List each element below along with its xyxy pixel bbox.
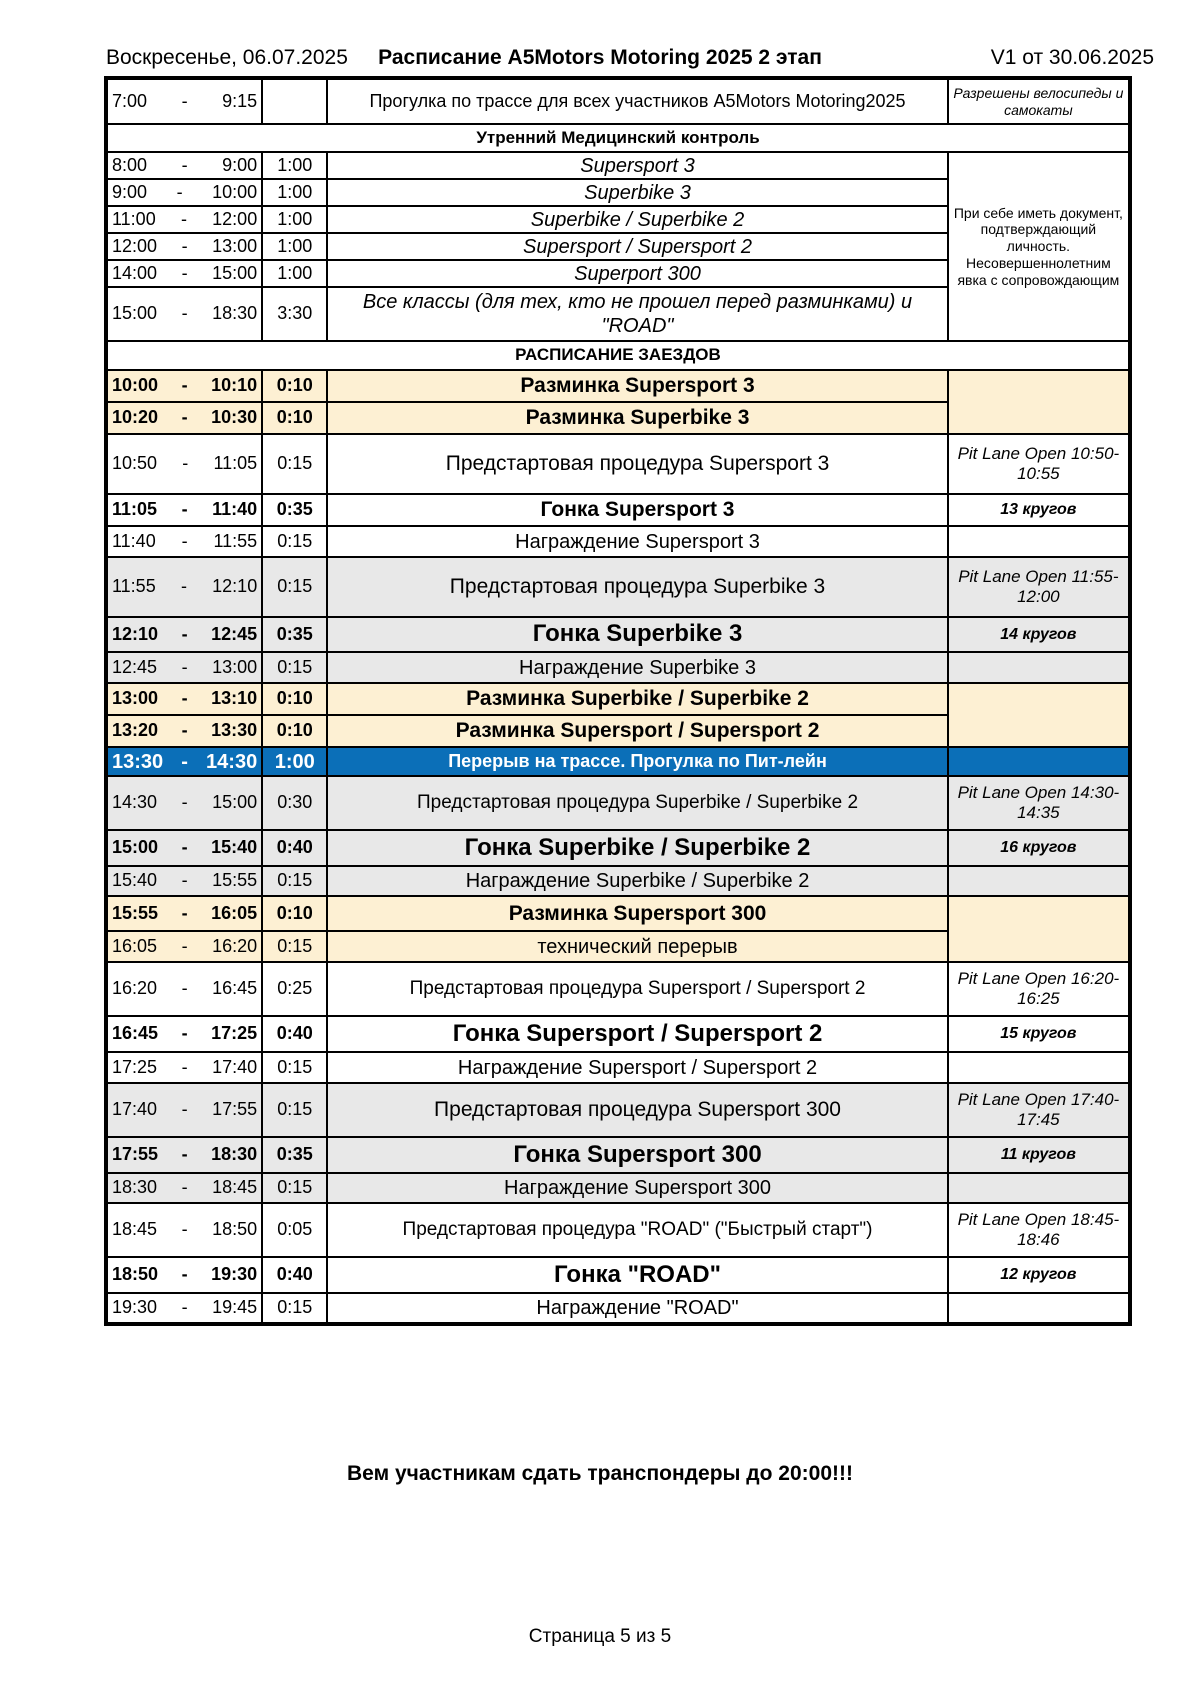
end-time: 18:30 [211,1144,258,1165]
time-cell [106,715,262,747]
event-title: технический перерыв [327,931,947,962]
event-title: Предстартовая процедура "ROAD" ("Быстрый старт") [327,1203,947,1257]
time-cell [106,152,262,179]
start-time: 13:00 [112,688,159,709]
event-note [948,866,1130,896]
time-cell [106,179,262,206]
dash: - [181,792,188,813]
time-cell [106,617,262,652]
table-row [106,683,1130,715]
event-note [948,683,1130,747]
time-cell [106,866,262,896]
table-row [106,1083,1130,1137]
start-time: 10:20 [112,407,159,428]
schedule-table [104,76,1132,1326]
time-cell [106,896,262,931]
event-title: Все классы (для тех, кто не прошел перед разминками) и "ROAD" [327,287,947,341]
duration-cell: 0:35 [262,1137,327,1173]
dash: - [181,870,188,891]
time-cell [106,776,262,830]
section-title-races: РАСПИСАНИЕ ЗАЕЗДОВ [106,341,1130,370]
event-title: Награждение "ROAD" [327,1293,947,1324]
event-title: Предстартовая процедура Superbike 3 [327,557,947,617]
duration-cell: 1:00 [262,152,327,179]
duration-cell: 0:10 [262,715,327,747]
start-time: 11:00 [112,208,156,229]
table-row [106,526,1130,557]
duration-cell: 0:15 [262,1083,327,1137]
time-cell [106,683,262,715]
event-title: Supersport / Supersport 2 [327,233,947,260]
start-time: 9:00 [112,181,148,202]
table-row [106,370,1130,402]
start-time: 10:00 [112,375,159,396]
start-time: 7:00 [112,90,148,111]
duration-cell: 0:40 [262,830,327,866]
table-row [106,617,1130,652]
event-note: Разрешены велосипеды и самокаты [948,78,1130,124]
start-time: 13:30 [112,750,164,773]
start-time: 16:05 [112,935,158,956]
duration-cell: 0:15 [262,931,327,962]
event-note: 14 кругов [948,617,1130,652]
end-time: 15:00 [212,792,258,813]
event-title: Предстартовая процедура Superbike / Superbike 2 [327,776,947,830]
event-note [948,526,1130,557]
end-time: 16:05 [211,902,258,923]
start-time: 17:25 [112,1056,158,1077]
section-row [106,124,1130,152]
table-row [106,830,1130,866]
event-title: Гонка "ROAD" [327,1257,947,1293]
table-row [106,78,1130,124]
event-note [948,747,1130,776]
start-time: 19:30 [112,1297,158,1318]
event-title: Прогулка по трассе для всех участников A5Motors Motoring2025 [327,78,947,124]
time-cell [106,233,262,260]
duration-cell: 1:00 [262,747,327,776]
event-title: Supersport 3 [327,152,947,179]
dash: - [181,303,188,324]
end-time: 18:30 [212,303,258,324]
time-cell [106,78,262,124]
start-time: 12:45 [112,656,158,677]
transponder-notice: Вем участникам сдать транспондеры до 20:00!!! [347,1462,853,1485]
event-note: Pit Lane Open 17:40-17:45 [948,1083,1130,1137]
duration-cell: 1:00 [262,233,327,260]
time-cell [106,1173,262,1203]
duration-cell: 0:15 [262,557,327,617]
time-cell [106,434,262,494]
event-title: Награждение Supersport 3 [327,526,947,557]
event-note: Pit Lane Open 10:50-10:55 [948,434,1130,494]
duration-cell: 1:00 [262,206,327,233]
event-note: 13 кругов [948,494,1130,526]
start-time: 16:45 [112,1023,159,1044]
duration-cell: 0:35 [262,617,327,652]
start-time: 13:20 [112,720,159,741]
event-title: Предстартовая процедура Supersport 3 [327,434,947,494]
dash: - [180,576,187,597]
time-cell [106,526,262,557]
time-cell [106,1203,262,1257]
dash: - [181,978,188,999]
table-row [106,747,1130,776]
end-time: 10:30 [211,407,258,428]
end-time: 17:55 [212,1099,258,1120]
event-note: Pit Lane Open 11:55-12:00 [948,557,1130,617]
table-row [106,652,1130,683]
event-note [948,1052,1130,1083]
event-title: Разминка Supersport 300 [327,896,947,931]
time-cell [106,557,262,617]
start-time: 18:45 [112,1219,158,1240]
end-time: 19:30 [211,1264,258,1285]
dash: - [181,750,188,773]
header-version: V1 от 30.06.2025 [990,46,1154,69]
end-time: 16:45 [212,978,258,999]
dash: - [181,262,188,283]
end-time: 15:40 [211,837,258,858]
time-cell [106,370,262,402]
table-row [106,866,1130,896]
table-row [106,1052,1130,1083]
table-row [106,152,1130,179]
dash: - [180,208,187,229]
dash: - [181,499,188,520]
duration-cell: 0:15 [262,652,327,683]
time-cell [106,1016,262,1052]
start-time: 16:20 [112,978,158,999]
end-time: 19:45 [212,1297,258,1318]
event-title: Предстартовая процедура Supersport 300 [327,1083,947,1137]
time-cell [106,962,262,1016]
end-time: 18:50 [212,1219,258,1240]
start-time: 11:40 [112,530,156,551]
start-time: 14:30 [112,792,158,813]
event-title: Гонка Superbike 3 [327,617,947,652]
dash: - [181,407,188,428]
dash: - [181,90,188,111]
duration-cell: 0:40 [262,1016,327,1052]
event-title: Предстартовая процедура Supersport / Supersport 2 [327,962,947,1016]
section-row [106,341,1130,370]
start-time: 18:50 [112,1264,159,1285]
page-number: Страница 5 из 5 [528,1626,672,1647]
dash: - [181,902,188,923]
duration-cell: 0:15 [262,1052,327,1083]
duration-cell: 0:10 [262,370,327,402]
start-time: 15:00 [112,303,158,324]
dash: - [182,453,189,474]
end-time: 11:05 [213,453,258,474]
duration-cell: 0:15 [262,1173,327,1203]
dash: - [181,1099,188,1120]
table-row [106,776,1130,830]
duration-cell [262,78,327,124]
end-time: 9:15 [222,90,258,111]
start-time: 15:40 [112,870,158,891]
end-time: 11:40 [212,499,258,520]
table-row [106,962,1130,1016]
duration-cell: 0:10 [262,402,327,434]
medical-note: При себе иметь документ, подтверждающий личность. Несовершеннолетним явка с сопровождающим [948,152,1130,341]
duration-cell: 0:15 [262,526,327,557]
event-title: Разминка Superbike / Superbike 2 [327,683,947,715]
end-time: 13:00 [212,235,258,256]
time-cell [106,747,262,776]
dash: - [181,720,188,741]
dash: - [181,1264,188,1285]
end-time: 15:00 [212,262,258,283]
start-time: 15:00 [112,837,159,858]
event-note: Pit Lane Open 16:20-16:25 [948,962,1130,1016]
time-cell [106,830,262,866]
end-time: 12:10 [212,576,258,597]
table-row [106,1293,1130,1324]
dash: - [181,1177,188,1198]
event-title: Перерыв на трассе. Прогулка по Пит-лейн [327,747,947,776]
start-time: 12:10 [112,623,159,644]
end-time: 17:40 [212,1056,258,1077]
start-time: 8:00 [112,154,148,175]
event-note [948,370,1130,434]
dash: - [181,935,188,956]
event-title: Гонка Superbike / Superbike 2 [327,830,947,866]
dash: - [181,656,188,677]
event-note: 15 кругов [948,1016,1130,1052]
event-note: 16 кругов [948,830,1130,866]
time-cell [106,1052,262,1083]
event-title: Награждение Supersport 300 [327,1173,947,1203]
end-time: 16:20 [212,935,258,956]
header-date: Воскресенье, 06.07.2025 [106,46,348,69]
dash: - [181,235,188,256]
duration-cell: 1:00 [262,179,327,206]
duration-cell: 0:05 [262,1203,327,1257]
start-time: 11:55 [112,576,156,597]
end-time: 14:30 [206,750,258,773]
duration-cell: 0:30 [262,776,327,830]
event-note: 12 кругов [948,1257,1130,1293]
table-row [106,1173,1130,1203]
start-time: 15:55 [112,902,159,923]
event-title: Superport 300 [327,260,947,287]
event-title: Награждение Superbike 3 [327,652,947,683]
section-title-medical: Утренний Медицинский контроль [106,124,1130,152]
end-time: 12:00 [212,208,258,229]
start-time: 17:55 [112,1144,159,1165]
start-time: 17:40 [112,1099,158,1120]
event-title: Разминка Superbike 3 [327,402,947,434]
end-time: 18:45 [212,1177,258,1198]
time-cell [106,206,262,233]
duration-cell: 0:25 [262,962,327,1016]
dash: - [176,181,183,202]
time-cell [106,402,262,434]
end-time: 10:10 [211,375,258,396]
table-row [106,557,1130,617]
time-cell [106,1137,262,1173]
duration-cell: 0:15 [262,434,327,494]
duration-cell: 0:15 [262,1293,327,1324]
duration-cell: 0:40 [262,1257,327,1293]
duration-cell: 0:35 [262,494,327,526]
table-row [106,494,1130,526]
table-row [106,1137,1130,1173]
table-row [106,1257,1130,1293]
event-title: Гонка Supersport 3 [327,494,947,526]
end-time: 10:00 [212,181,258,202]
time-cell [106,652,262,683]
duration-cell: 1:00 [262,260,327,287]
dash: - [181,688,188,709]
duration-cell: 0:10 [262,896,327,931]
end-time: 13:30 [211,720,258,741]
event-note [948,652,1130,683]
event-note: Pit Lane Open 18:45-18:46 [948,1203,1130,1257]
dash: - [181,530,188,551]
start-time: 14:00 [112,262,158,283]
start-time: 10:50 [112,453,158,474]
end-time: 12:45 [211,623,258,644]
dash: - [181,1297,188,1318]
start-time: 12:00 [112,235,158,256]
time-cell [106,1257,262,1293]
end-time: 15:55 [212,870,258,891]
event-title: Superbike 3 [327,179,947,206]
dash: - [181,1056,188,1077]
end-time: 17:25 [211,1023,258,1044]
duration-cell: 3:30 [262,287,327,341]
event-title: Разминка Supersport / Supersport 2 [327,715,947,747]
table-row [106,896,1130,931]
event-title: Награждение Superbike / Superbike 2 [327,866,947,896]
time-cell [106,287,262,341]
table-row [106,434,1130,494]
dash: - [181,375,188,396]
time-cell [106,1293,262,1324]
table-row [106,1016,1130,1052]
event-title: Гонка Supersport 300 [327,1137,947,1173]
end-time: 13:00 [212,656,258,677]
event-note: 11 кругов [948,1137,1130,1173]
end-time: 13:10 [211,688,258,709]
dash: - [181,837,188,858]
start-time: 18:30 [112,1177,158,1198]
event-title: Superbike / Superbike 2 [327,206,947,233]
time-cell [106,494,262,526]
event-note [948,1173,1130,1203]
start-time: 11:05 [112,499,158,520]
dash: - [181,1023,188,1044]
duration-cell: 0:15 [262,866,327,896]
event-note [948,896,1130,962]
dash: - [181,1219,188,1240]
dash: - [181,154,188,175]
time-cell [106,260,262,287]
event-title: Награждение Supersport / Supersport 2 [327,1052,947,1083]
event-note: Pit Lane Open 14:30-14:35 [948,776,1130,830]
end-time: 9:00 [222,154,258,175]
time-cell [106,931,262,962]
dash: - [181,1144,188,1165]
event-note [948,1293,1130,1324]
end-time: 11:55 [213,530,258,551]
dash: - [181,623,188,644]
event-title: Разминка Supersport 3 [327,370,947,402]
time-cell [106,1083,262,1137]
page-title: Расписание A5Motors Motoring 2025 2 этап [378,46,822,69]
event-title: Гонка Supersport / Supersport 2 [327,1016,947,1052]
duration-cell: 0:10 [262,683,327,715]
table-row [106,1203,1130,1257]
